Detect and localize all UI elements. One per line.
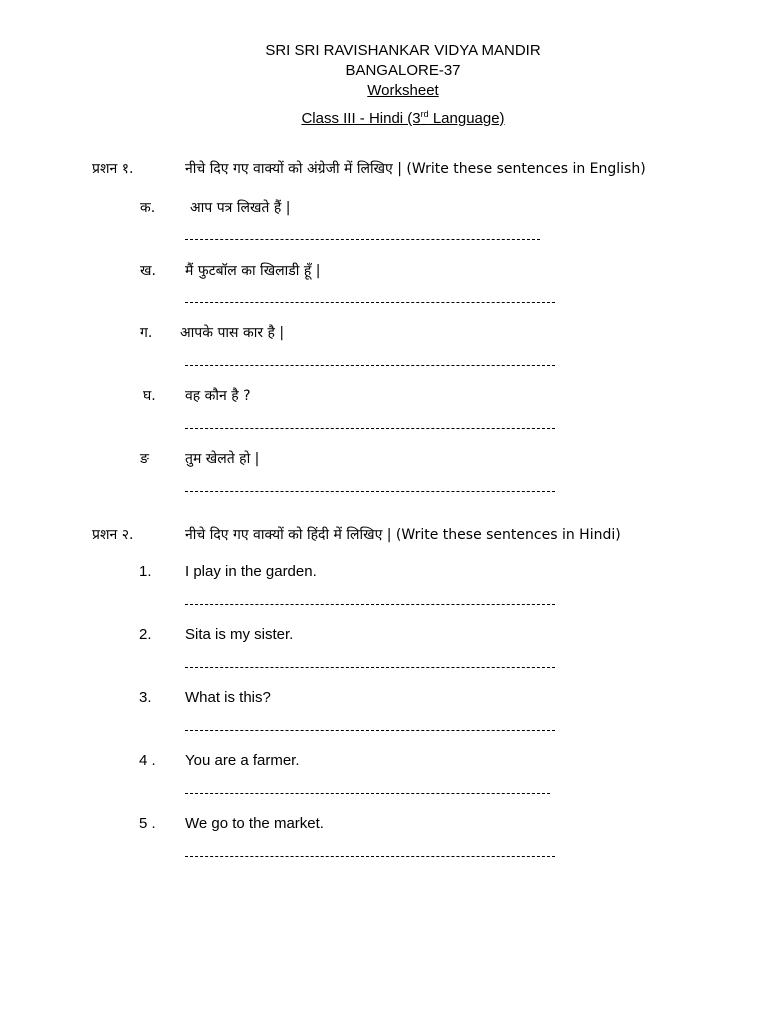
q1-item-text: तुम खेलते हो | bbox=[185, 451, 260, 467]
class-suffix: Language) bbox=[428, 110, 505, 127]
class-superscript: rd bbox=[420, 109, 429, 119]
q2-item-text: What is this? bbox=[185, 689, 271, 706]
q2-item-marker: 2. bbox=[139, 626, 152, 643]
q1-item-marker: ख. bbox=[140, 263, 156, 279]
q2-item-text: We go to the market. bbox=[185, 815, 324, 832]
q1-item-text: मैं फुटबॉल का खिलाडी हूँ | bbox=[185, 263, 321, 279]
q1-item-text: आप पत्र लिखते हैं | bbox=[190, 200, 291, 216]
answer-line bbox=[185, 491, 555, 492]
answer-line bbox=[185, 365, 555, 366]
answer-line bbox=[185, 667, 555, 668]
q2-item-text: Sita is my sister. bbox=[185, 626, 294, 643]
q1-item-marker: क. bbox=[140, 200, 156, 216]
q2-item-marker: 5 . bbox=[139, 815, 156, 832]
q2-item-marker: 4 . bbox=[139, 752, 156, 769]
school-name: SRI SRI RAVISHANKAR VIDYA MANDIR bbox=[265, 42, 541, 59]
worksheet-title: Worksheet bbox=[367, 82, 439, 99]
answer-line bbox=[185, 239, 540, 240]
q1-item-marker: घ. bbox=[143, 388, 156, 404]
school-city: BANGALORE-37 bbox=[345, 62, 461, 79]
answer-line bbox=[185, 604, 555, 605]
q1-item-marker: ग. bbox=[140, 325, 153, 341]
class-title bbox=[0, 110, 768, 128]
class-prefix: Class III - Hindi (3 bbox=[301, 110, 421, 127]
q1-label: प्रशन १. bbox=[92, 161, 134, 177]
q2-label: प्रशन २. bbox=[92, 527, 134, 543]
answer-line bbox=[185, 856, 555, 857]
q1-instruction: नीचे दिए गए वाक्यों को अंग्रेजी में लिखिए | (Write these sentences in English) bbox=[185, 161, 646, 177]
q2-item-text: You are a farmer. bbox=[185, 752, 300, 769]
answer-line bbox=[185, 428, 555, 429]
q2-instruction: नीचे दिए गए वाक्यों को हिंदी में लिखिए | (Write these sentences in Hindi) bbox=[185, 527, 621, 543]
q2-item-marker: 3. bbox=[139, 689, 152, 706]
q1-item-text: वह कौन है ? bbox=[185, 388, 251, 404]
answer-line bbox=[185, 730, 555, 731]
answer-line bbox=[185, 793, 550, 794]
answer-line bbox=[185, 302, 555, 303]
q2-item-marker: 1. bbox=[139, 563, 152, 580]
q1-item-text: आपके पास कार है | bbox=[180, 325, 285, 341]
q2-item-text: I play in the garden. bbox=[185, 563, 317, 580]
q1-item-marker: ङ bbox=[140, 451, 149, 467]
